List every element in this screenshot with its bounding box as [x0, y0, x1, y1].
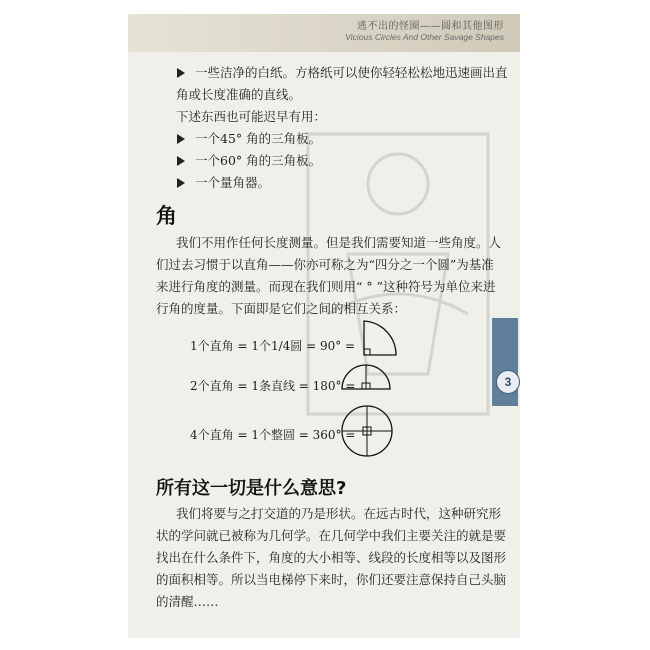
- bullet-arrow-icon: [177, 178, 185, 188]
- material-item-1-cont: 角或长度准确的直线。: [176, 87, 302, 102]
- material-item-1: 一些洁净的白纸。方格纸可以使你轻轻松松地迅速画出直: [195, 65, 508, 80]
- section-heading-angle: 角: [156, 204, 177, 228]
- running-subtitle: Vicious Circles And Other Savage Shapes: [345, 32, 504, 42]
- header-band: [128, 14, 520, 52]
- material-item-2: 一个45° 角的三角板。: [195, 131, 322, 146]
- bullet-arrow-icon: [177, 156, 185, 166]
- half-circle-diagram: [340, 361, 392, 393]
- bullet-arrow-icon: [177, 134, 185, 144]
- full-circle-diagram: [340, 404, 394, 458]
- materials-intro: 下述东西也可能迟早有用：: [176, 109, 327, 124]
- paragraph-line: 我们不用作任何长度测量。但是我们需要知道一些角度。人: [176, 235, 502, 250]
- material-item-3: 一个60° 角的三角板。: [195, 153, 322, 168]
- equation-full-circle: 4个直角 = 1个整圆 = 360° =: [190, 428, 356, 442]
- page-number-badge: 3: [496, 370, 520, 394]
- equation-right-angle: 1个直角 = 1个1/4圆 = 90° =: [190, 339, 356, 353]
- paragraph-line: 状的学问就已被称为几何学。在几何学中我们主要关注的就是要: [156, 528, 507, 543]
- section-heading-meaning: 所有这一切是什么意思?: [156, 478, 347, 499]
- material-item-4: 一个量角器。: [195, 175, 271, 190]
- paragraph-line: 行角的度量。下面即是它们之间的相互关系：: [156, 301, 407, 316]
- paragraph-line: 的清醒……: [156, 594, 219, 609]
- equation-straight-line: 2个直角 = 1条直线 = 180° =: [190, 379, 356, 393]
- running-title: 逃不出的怪圈——圆和其他图形: [357, 21, 504, 32]
- paragraph-line: 的面积相等。所以当电梯停下来时，你们还要注意保持自己头脑: [156, 572, 507, 587]
- quarter-circle-diagram: [362, 318, 398, 358]
- paragraph-line: 找出在什么条件下，角度的大小相等、线段的长度相等以及图形: [156, 550, 507, 565]
- paragraph-line: 来进行角度的测量。而现在我们则用“ ° ”这种符号为单位来进: [156, 279, 496, 294]
- bullet-arrow-icon: [177, 68, 185, 78]
- paragraph-line: 们过去习惯于以直角——你亦可称之为“四分之一个圆”为基准: [156, 257, 494, 272]
- paragraph-line: 我们将要与之打交道的乃是形状。在远古时代，这种研究形: [176, 506, 502, 521]
